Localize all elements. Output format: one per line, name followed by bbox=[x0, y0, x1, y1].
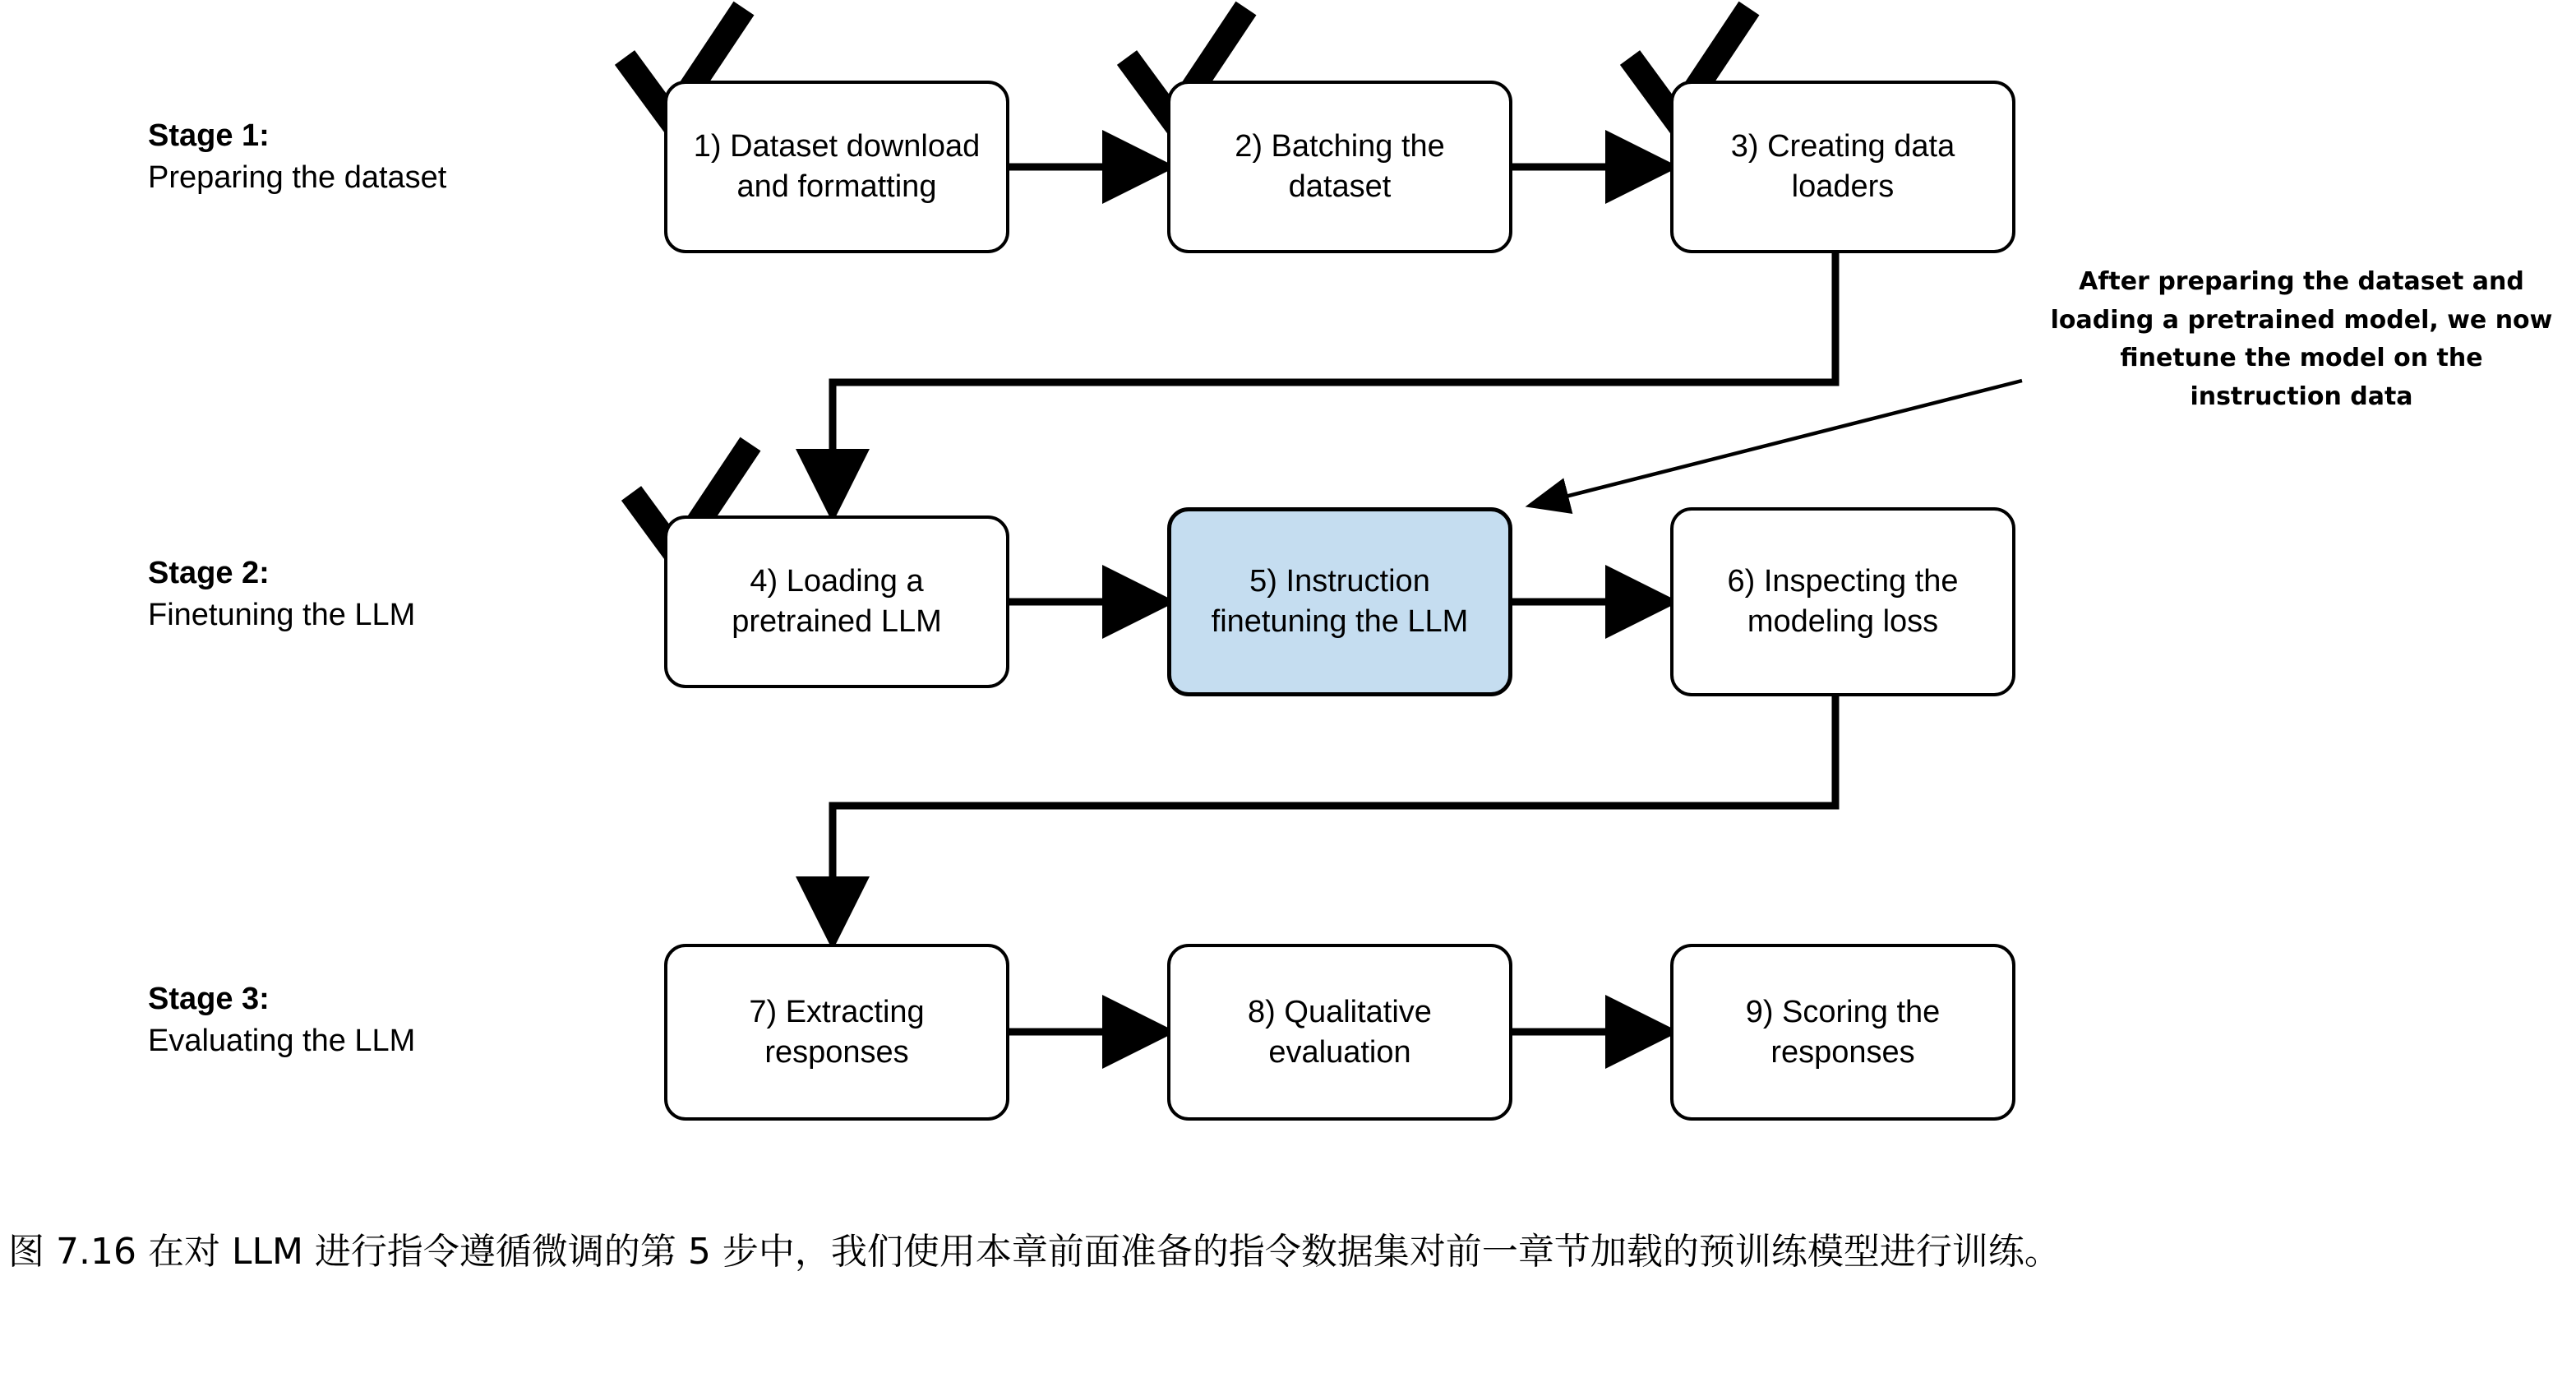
node-scoring-responses[interactable]: 9) Scoring the responses bbox=[1670, 944, 2015, 1121]
stage-3-subtitle: Evaluating the LLM bbox=[148, 1024, 416, 1059]
stage-label-3 bbox=[148, 978, 415, 1063]
annotation-text: After preparing the dataset and loading a pretrained model, we now finetune the model on the instruction data bbox=[2050, 267, 2553, 411]
stage-2-title: Stage 2: bbox=[148, 556, 270, 590]
stage-label-1 bbox=[148, 115, 446, 200]
stage-label-2 bbox=[148, 552, 415, 637]
node-dataset-download[interactable]: 1) Dataset download and formatting bbox=[664, 81, 1009, 253]
stage-3-title: Stage 3: bbox=[148, 982, 270, 1016]
stage-2-subtitle: Finetuning the LLM bbox=[148, 598, 416, 633]
node-inspecting-modeling-loss[interactable]: 6) Inspecting the modeling loss bbox=[1670, 507, 2015, 696]
node-qualitative-evaluation[interactable]: 8) Qualitative evaluation bbox=[1167, 944, 1512, 1121]
stage-1-subtitle: Preparing the dataset bbox=[148, 160, 447, 196]
node-loading-pretrained-llm[interactable]: 4) Loading a pretrained LLM bbox=[664, 515, 1009, 688]
node-extracting-responses[interactable]: 7) Extracting responses bbox=[664, 944, 1009, 1121]
node-creating-data-loaders[interactable]: 3) Creating data loaders bbox=[1670, 81, 2015, 253]
figure-caption: 图 7.16 在对 LLM 进行指令遵循微调的第 5 步中，我们使用本章前面准备的指令数据集对前一章节加载的预训练模型进行训练。 bbox=[8, 1231, 2061, 1273]
node-batching-dataset[interactable]: 2) Batching the dataset bbox=[1167, 81, 1512, 253]
stage-1-title: Stage 1: bbox=[148, 118, 270, 153]
node-instruction-finetuning[interactable]: 5) Instruction finetuning the LLM bbox=[1167, 507, 1512, 696]
